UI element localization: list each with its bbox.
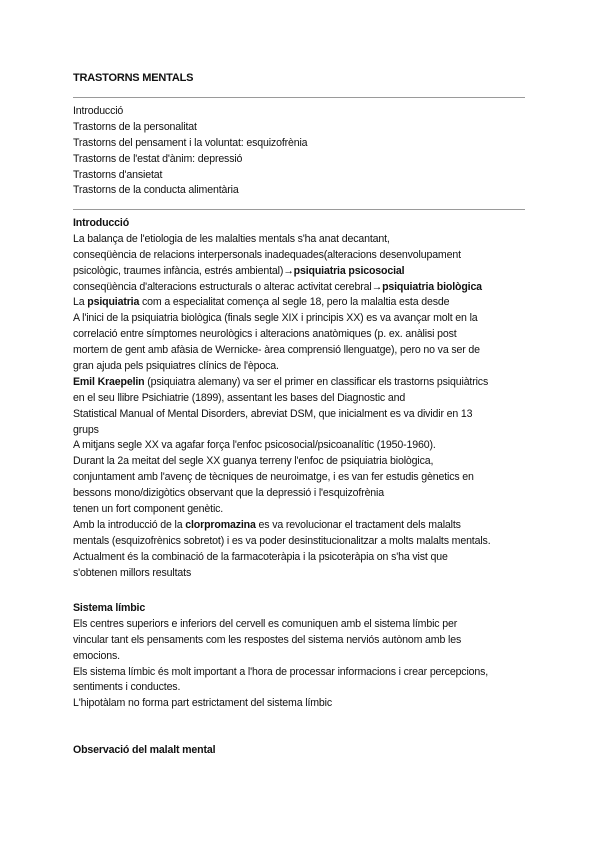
text-line: [73, 454, 528, 470]
text-run: La: [73, 296, 88, 309]
section-introduction: [73, 216, 528, 581]
text-line: [73, 617, 528, 633]
text-run: A l'inici de la psiquiatria biològica (finals segle XIX i principis XX) es va avançar molt en la: [73, 312, 478, 325]
toc-item-eating[interactable]: Trastorns de la conducta alimentària: [73, 184, 239, 197]
text-line: [73, 470, 528, 486]
toc-item-schizophrenia[interactable]: Trastorns del pensament i la voluntat: esquizofrènia: [73, 136, 308, 149]
text-run: psicològic, traumes infància, estrés ambiental)→: [73, 264, 294, 277]
text-run: Durant la 2a meitat del segle XX guanya terreny l'enfoc de psiquiatria biològica,: [73, 455, 434, 468]
text-run: Els sistema límbic és molt important a l'hora de processar informacions i crear percepcions,: [73, 665, 489, 678]
text-run: conjuntament amb l'avenç de tècniques de neuroimatge, i es van fer estudis gènetics en: [73, 471, 474, 484]
text-run: com a especialitat comença al segle 18, pero la malaltia esta desde: [139, 296, 450, 309]
text-run: emocions.: [73, 649, 120, 662]
text-line: [73, 295, 528, 311]
text-line: [73, 280, 528, 296]
text-run: grups: [73, 423, 99, 436]
text-line: [73, 232, 528, 248]
bold-term: psiquiatria psicosocial: [293, 264, 405, 277]
text-line: [73, 680, 528, 696]
text-line: [73, 633, 528, 649]
text-line: [73, 566, 528, 582]
text-run: mentals (esquizofrènics sobretot) i es va poder desinstitucionalitzar a molts malalts mentals.: [73, 534, 491, 547]
text-line: [73, 391, 528, 407]
text-run: Actualment és la combinació de la farmacoteràpia i la psicoteràpia on s'ha vist que: [73, 550, 448, 563]
toc-item-intro[interactable]: Introducció: [73, 105, 124, 117]
text-line: [73, 438, 528, 454]
text-line: [73, 550, 528, 566]
toc-item-personality[interactable]: Trastorns de la personalitat: [73, 120, 197, 133]
text-run: A mitjans segle XX va agafar força l'enfoc psicosocial/psicoanalític (1950-1960).: [73, 439, 436, 452]
text-line: [73, 423, 528, 439]
text-line: [73, 359, 528, 375]
section-heading-limbic-system: Sistema límbic: [73, 602, 146, 614]
toc-item-anxiety[interactable]: Trastorns d'ansietat: [73, 168, 163, 181]
text-line: [73, 696, 528, 712]
text-run: s'obtenen millors resultats: [73, 566, 192, 579]
text-run: en el seu llibre Psichiatrie (1899), assentant les bases del Diagnostic and: [73, 391, 406, 404]
bold-term: psiquiatria biològica: [382, 280, 482, 293]
text-run: (psiquiatra alemany) va ser el primer en classificar els trastorns psiquiàtrics: [144, 375, 489, 388]
text-run: correlació entre símptomes neurològics i alteracions anatòmiques (p. ex. anàlisi post: [73, 328, 457, 341]
text-run: conseqüència de relacions interpersonals inadequades(alteracions desenvolupament: [73, 248, 461, 261]
text-line: [73, 343, 528, 359]
text-line: [73, 375, 528, 391]
text-run: mortem de gent amb afàsia de Wernicke- àrea comprensió llenguatge), pero no va ser de: [73, 344, 480, 357]
text-line: [73, 649, 528, 665]
text-run: Els centres superiors e inferiors del cervell es comuniquen amb el sistema límbic per: [73, 617, 458, 630]
text-line: [73, 665, 528, 681]
section-heading-introduction: Introducció: [73, 217, 130, 229]
text-run: Amb la introducció de la: [73, 518, 186, 531]
bold-term: psiquiatria: [87, 296, 140, 309]
text-run: bessons mono/dizigòtics observant que la depressió i l'esquizofrènia: [73, 487, 384, 500]
text-line: [73, 502, 528, 518]
introduction-paragraphs: [73, 232, 528, 582]
section-heading-observation: Observació del malalt mental: [73, 744, 216, 756]
text-line: [73, 518, 528, 534]
section-observation: [73, 743, 528, 759]
text-line: [73, 248, 528, 264]
text-line: [73, 311, 528, 327]
bold-term: clorpromazina: [185, 518, 256, 531]
bold-term: Emil Kraepelin: [73, 375, 145, 388]
text-run: L'hipotàlam no forma part estrictament del sistema límbic: [73, 697, 333, 710]
text-line: [73, 264, 528, 280]
text-run: sentiments i conductes.: [73, 681, 181, 694]
text-line: [73, 407, 528, 423]
divider-top: [73, 97, 525, 98]
limbic-paragraphs: [73, 617, 528, 712]
toc-item-depression[interactable]: Trastorns de l'estat d'ànim: depressió: [73, 152, 243, 165]
text-run: es va revolucionar el tractament dels malalts: [255, 518, 461, 531]
text-line: [73, 534, 528, 550]
table-of-contents: [73, 104, 528, 199]
text-run: La balança de l'etiologia de les malalties mentals s'ha anat decantant,: [73, 232, 390, 245]
text-run: Statistical Manual of Mental Disorders, abreviat DSM, que inicialment es va dividir en 13: [73, 407, 473, 420]
text-run: conseqüència d'alteracions estructurals o alterac activitat cerebral→: [73, 280, 383, 293]
text-run: gran ajuda pels psiquiatres clínics de l'època.: [73, 360, 279, 373]
text-line: [73, 486, 528, 502]
text-line: [73, 327, 528, 343]
document-title: TRASTORNS MENTALS: [73, 72, 194, 84]
divider-bottom: [73, 209, 525, 210]
section-limbic-system: [73, 601, 528, 712]
text-run: vincular tant els pensaments com les respostes del sistema nerviós autònom amb les: [73, 633, 462, 646]
text-run: tenen un fort component genètic.: [73, 503, 224, 516]
